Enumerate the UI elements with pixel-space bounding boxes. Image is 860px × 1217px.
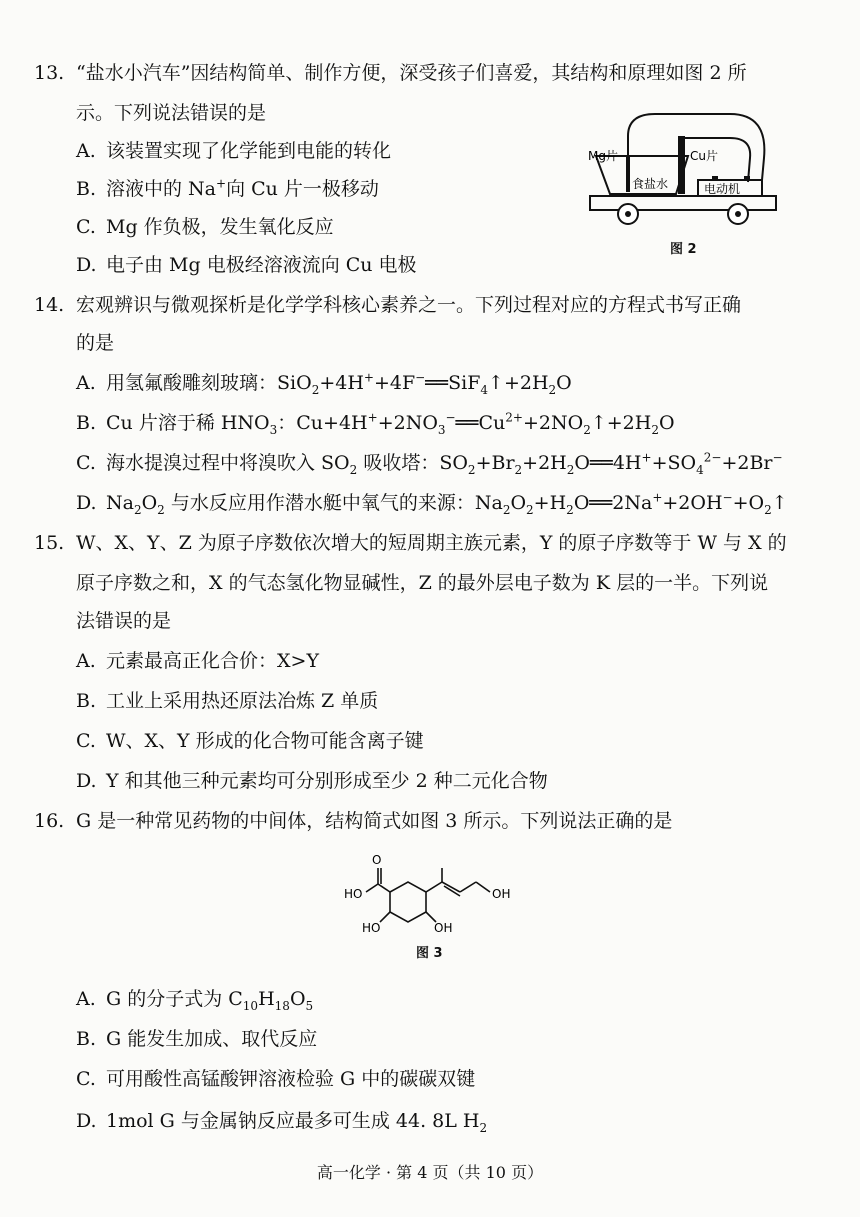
q13-number: 13. [34, 62, 65, 84]
ho-label-1: HO [344, 887, 363, 901]
carbonyl-o-label: O [372, 853, 382, 867]
q14-option-b[interactable]: B. Cu 片溶于稀 $HNO_3$：$Cu+4H^++2NO_3^-══Cu^{2+}+2NO_2↑+2H_2O$ [76, 410, 675, 437]
q15-option-a[interactable]: A. 元素最高正化合价：X>Y [76, 650, 319, 672]
q13-option-b[interactable]: B. 溶液中的 Na+向 Cu 片一极移动 [76, 176, 379, 200]
q16-option-d[interactable]: D. 1mol G 与金属钠反应最多可生成 44. 8L $H_2$ [76, 1110, 488, 1135]
figure-3-caption: 图 3 [416, 946, 443, 961]
q13-option-a[interactable]: A. 该装置实现了化学能到电能的转化 [76, 140, 392, 162]
q15-stem-line1: 15. W、X、Y、Z 为原子序数依次增大的短周期主族元素，Y 的原子序数等于 W 与 X 的 [34, 532, 787, 554]
oh-label-1: OH [492, 887, 511, 901]
q15-option-d[interactable]: D. Y 和其他三种元素均可分别形成至少 2 种二元化合物 [76, 770, 548, 792]
q15-option-b[interactable]: B. 工业上采用热还原法冶炼 Z 单质 [76, 690, 379, 712]
salt-water-label: 食盐水 [632, 177, 669, 191]
q14-stem-line1: 14. 宏观辨识与微观探析是化学学科核心素养之一。下列过程对应的方程式书写正确 [34, 294, 742, 316]
q15-number: 15. [34, 532, 65, 554]
q14-option-c[interactable]: C. 海水提溴过程中将溴吹入 $SO_2$ 吸收塔：$SO_2+Br_2+2H_2O══4H^++SO_4^{2-}+2Br^-$ [76, 450, 783, 477]
car-platform [590, 196, 776, 210]
q15-option-c[interactable]: C. W、X、Y 形成的化合物可能含离子键 [76, 730, 424, 752]
mg-label: Mg片 [588, 149, 618, 163]
q16-option-c[interactable]: C. 可用酸性高锰酸钾溶液检验 G 中的碳碳双键 [76, 1068, 476, 1090]
q16-stem-line1: 16. G 是一种常见药物的中间体，结构简式如图 3 所示。下列说法正确的是 [34, 810, 673, 832]
q15-stem-line3: 法错误的是 [76, 610, 172, 632]
cu-electrode [678, 136, 685, 194]
motor-label: 电动机 [704, 182, 741, 196]
q13-option-d[interactable]: D. 电子由 Mg 电极经溶液流向 Cu 电极 [76, 254, 417, 276]
q13-option-c[interactable]: C. Mg 作负极，发生氧化反应 [76, 216, 334, 238]
q15-stem-line2: 原子序数之和，X 的气态氢化物显碱性，Z 的最外层电子数为 K 层的一半。下列说 [76, 572, 769, 594]
page-footer: 高一化学 · 第 4 页（共 10 页） [316, 1163, 544, 1182]
q16-option-b[interactable]: B. G 能发生加成、取代反应 [76, 1028, 318, 1050]
figure-2-salt-water-car [580, 108, 780, 228]
wire [628, 114, 764, 180]
mg-electrode [626, 156, 630, 192]
figure-2-caption: 图 2 [670, 242, 697, 257]
cu-label: Cu片 [690, 149, 718, 163]
q14-stem-line2: 的是 [76, 332, 115, 354]
q16-option-a[interactable]: A. G 的分子式为 $C_{10}H_{18}O_5$ [76, 988, 314, 1013]
cyclohexane-ring [390, 882, 426, 922]
q13-stem-line2: 示。下列说法错误的是 [76, 102, 267, 124]
q14-number: 14. [34, 294, 65, 316]
figure-3-structure [330, 850, 530, 950]
q14-option-d[interactable]: D. $Na_2O_2$ 与水反应用作潜水艇中氧气的来源：$Na_2O_2+H_2O══2Na^++2OH^-+O_2↑$ [76, 490, 788, 517]
q14-option-a[interactable]: A. 用氢氟酸雕刻玻璃：$SiO_2+4H^++4F^-══SiF_4↑+2H_2O$ [76, 370, 572, 397]
q16-number: 16. [34, 810, 65, 832]
ho-label-2: HO [362, 921, 381, 935]
q13-stem-line1: 13. “盐水小汽车”因结构简单、制作方便，深受孩子们喜爱，其结构和原理如图 2 所 [34, 62, 747, 84]
oh-label-2: OH [434, 921, 453, 935]
